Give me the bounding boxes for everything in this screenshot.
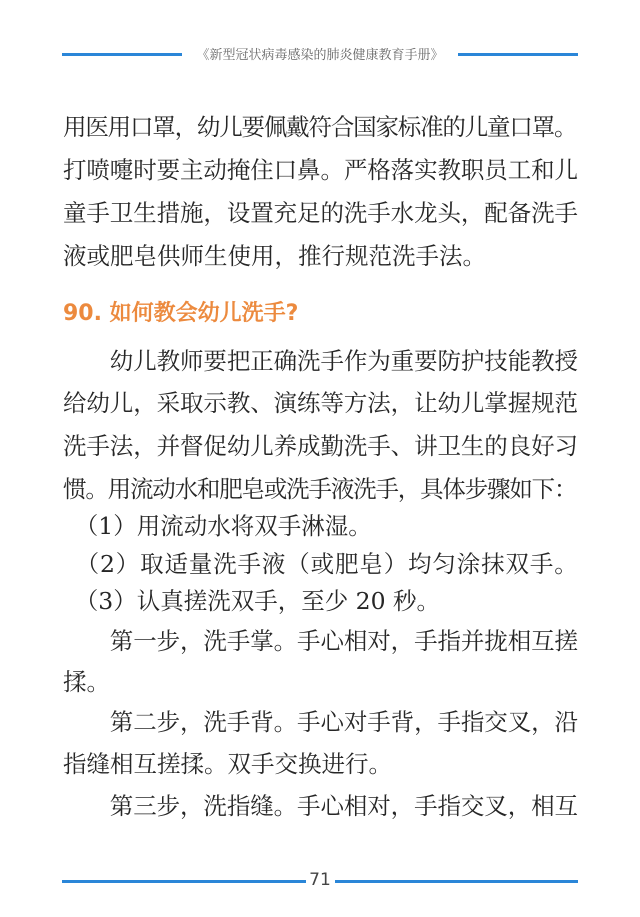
page-number: 71 [309,870,331,890]
running-header: 《新型冠状病毒感染的肺炎健康教育手册》 [196,48,444,63]
footer-rule-right [335,880,578,883]
section-heading: 90. 如何教会幼儿洗手? [63,301,299,326]
text-line: 给幼儿，采取示教、演练等方法，让幼儿掌握规范 [63,389,578,417]
text-line: （3）认真搓洗双手，至少 20 秒。 [63,587,441,615]
text-line: 液或肥皂供师生使用，推行规范洗手法。 [63,242,486,270]
text-line: 用医用口罩，幼儿要佩戴符合国家标准的儿童口罩。 [63,113,577,141]
text-line: 惯。用流动水和肥皂或洗手液洗手，具体步骤如下： [63,475,577,503]
text-line: 第三步，洗指缝。手心相对，手指交叉，相互 [63,792,578,820]
text-line: 揉。 [63,668,110,696]
text-line: 指缝相互搓揉。双手交换进行。 [63,750,392,778]
text-line: 第二步，洗手背。手心对手背，手指交叉，沿 [63,708,578,736]
header-rule-right [458,53,578,56]
text-line: 幼儿教师要把正确洗手作为重要防护技能教授 [63,347,578,375]
text-line: 打喷嚏时要主动掩住口鼻。严格落实教职员工和儿 [63,156,578,184]
text-line: 童手卫生措施，设置充足的洗手水龙头，配备洗手 [63,199,578,227]
text-line: 洗手法，并督促幼儿养成勤洗手、讲卫生的良好习 [63,432,578,460]
text-line: （2）取适量洗手液（或肥皂）均匀涂抹双手。 [63,550,579,578]
text-line: （1）用流动水将双手淋湿。 [63,512,372,540]
text-line: 第一步，洗手掌。手心相对，手指并拢相互搓 [63,627,578,655]
